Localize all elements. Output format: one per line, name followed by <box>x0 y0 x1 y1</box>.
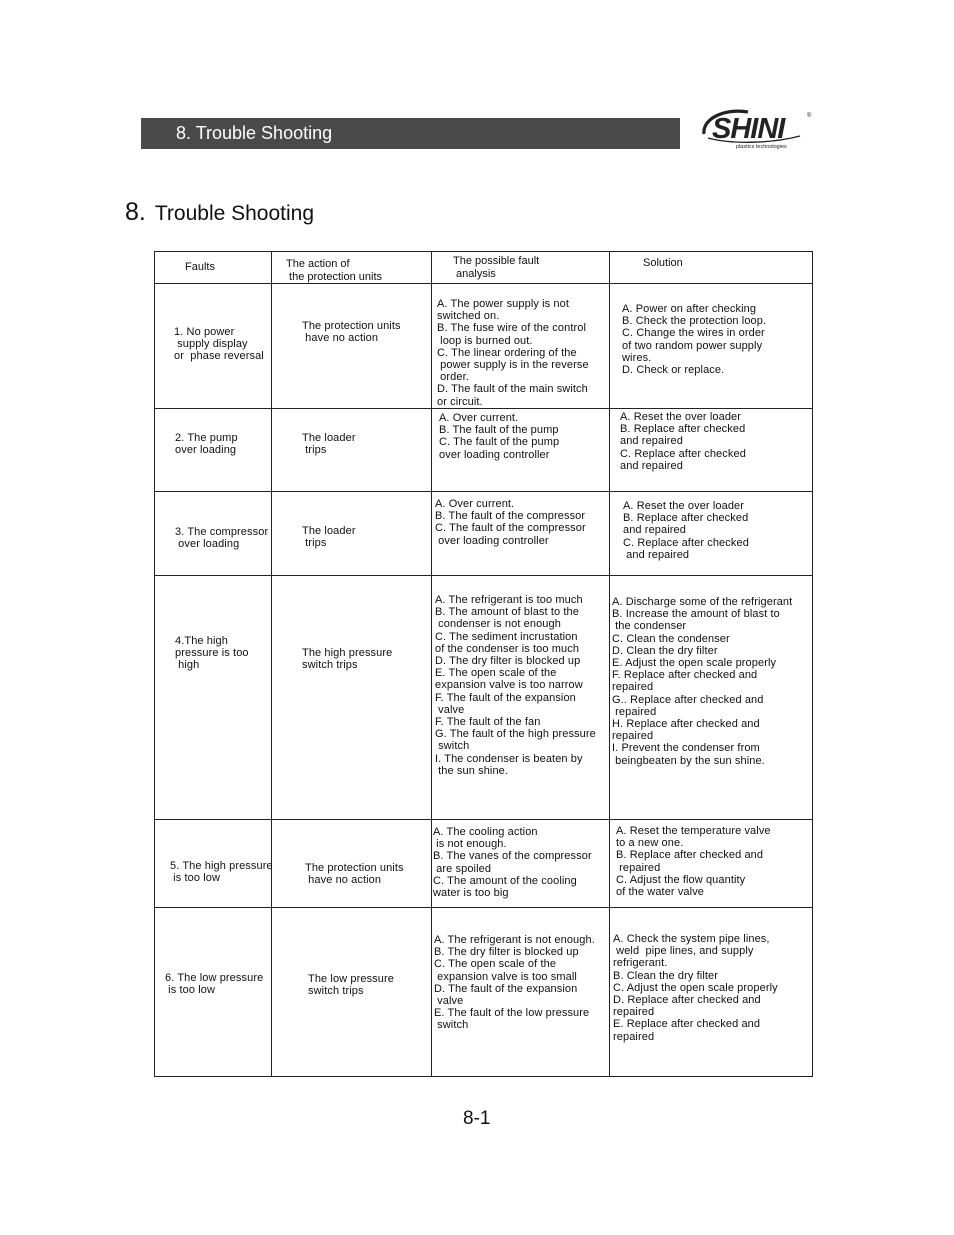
table-cell-fault: 5. The high pressure is too low <box>170 860 273 885</box>
table-cell-action: The loader trips <box>302 525 356 550</box>
row-divider <box>154 408 813 409</box>
table-cell-solution: A. Check the system pipe lines, weld pipe lines, and supply refrigerant. B. Clean the dry filter C. Adjust the open scale properly D. Replace after checked and repaired E. Replace after checked and repaired <box>613 933 778 1043</box>
page-header-bar <box>141 118 680 149</box>
row-divider <box>154 491 813 492</box>
row-divider <box>154 819 813 820</box>
table-cell-action: The protection units have no action <box>305 862 404 887</box>
table-border-top <box>154 251 813 252</box>
brand-logo <box>700 104 818 152</box>
table-cell-action: The high pressure switch trips <box>302 647 393 672</box>
table-cell-solution: A. Reset the over loader B. Replace after checked and repaired C. Replace after checked and repaired <box>620 411 746 472</box>
row-divider <box>154 575 813 576</box>
column-divider <box>609 251 610 1077</box>
table-cell-fault: 1. No power supply display or phase reversal <box>174 326 264 363</box>
section-title-text: Trouble Shooting <box>154 202 315 225</box>
table-border-right <box>812 251 813 1077</box>
table-cell-solution: A. Reset the temperature valve to a new one. B. Replace after checked and repaired C. Adjust the flow quantity of the water valve <box>616 825 771 899</box>
table-border-left <box>154 251 155 1077</box>
logo-brand-text: SHINI <box>712 113 785 145</box>
table-cell-analysis: A. The refrigerant is not enough. B. The dry filter is blocked up C. The open scale of the expansion valve is too small D. The fault of the expansion valve E. The fault of the low pressure switch <box>434 934 595 1032</box>
header-title: 8. Trouble Shooting <box>176 123 333 143</box>
table-cell-action: The protection units have no action <box>302 320 401 345</box>
table-cell-solution: A. Reset the over loader B. Replace after checked and repaired C. Replace after checked and repaired <box>623 500 749 561</box>
column-header-solution: Solution <box>643 257 683 269</box>
table-cell-action: The loader trips <box>302 432 356 457</box>
table-cell-fault: 6. The low pressure is too low <box>165 972 264 997</box>
row-divider <box>154 907 813 908</box>
table-cell-action: The low pressure switch trips <box>308 973 394 998</box>
table-cell-analysis: A. The cooling action is not enough. B. The vanes of the compressor are spoiled C. The amount of the cooling water is too big <box>433 826 592 900</box>
table-cell-analysis: A. The refrigerant is too much B. The amount of blast to the condenser is not enough C. The sediment incrustation of the condenser is too much D. The dry filter is blocked up E. The open scale of the expansion valve is too narrow F. The fault of the expansion valve F. The fault of the fan G. The fault of the high pressure switch I. The condenser is beaten by the sun shine. <box>435 594 596 777</box>
logo-tagline: plastics technologies <box>736 144 787 150</box>
table-cell-fault: 4.The high pressure is too high <box>175 635 249 672</box>
table-border-bottom <box>154 1076 813 1077</box>
column-header-faults: Faults <box>185 261 215 273</box>
column-header-action: The action of the protection units <box>286 258 383 283</box>
section-title <box>125 198 314 227</box>
column-divider <box>431 251 432 1077</box>
shini-logo-icon <box>700 104 818 152</box>
table-cell-solution: A. Discharge some of the refrigerant B. Increase the amount of blast to the condenser C. Clean the condenser D. Clean the dry filter E. Adjust the open scale properly F. Replace after checked and repaired G.. Replace after checked and repaired H. Replace after checked and repaired I. Prevent the condenser from beingbeaten by the sun shine. <box>612 596 793 767</box>
table-cell-solution: A. Power on after checking B. Check the protection loop. C. Change the wires in order of two random power supply wires. D. Check or replace. <box>622 303 767 377</box>
table-cell-fault: 2. The pump over loading <box>175 432 238 457</box>
column-divider <box>271 251 272 1077</box>
table-cell-analysis: A. The power supply is not switched on. B. The fuse wire of the control loop is burned out. C. The linear ordering of the power supply is in the reverse order. D. The fault of the main switch or circuit. <box>437 298 589 408</box>
column-header-analysis: The possible fault analysis <box>453 255 540 280</box>
logo-registered-mark: ® <box>807 113 812 119</box>
table-header-divider <box>154 283 813 284</box>
table-cell-analysis: A. Over current. B. The fault of the compressor C. The fault of the compressor over loading controller <box>435 498 586 547</box>
table-cell-analysis: A. Over current. B. The fault of the pump C. The fault of the pump over loading controller <box>439 412 560 461</box>
section-number: 8. <box>125 198 146 226</box>
page-number: 8-1 <box>463 1108 491 1129</box>
table-cell-fault: 3. The compressor over loading <box>175 526 269 551</box>
